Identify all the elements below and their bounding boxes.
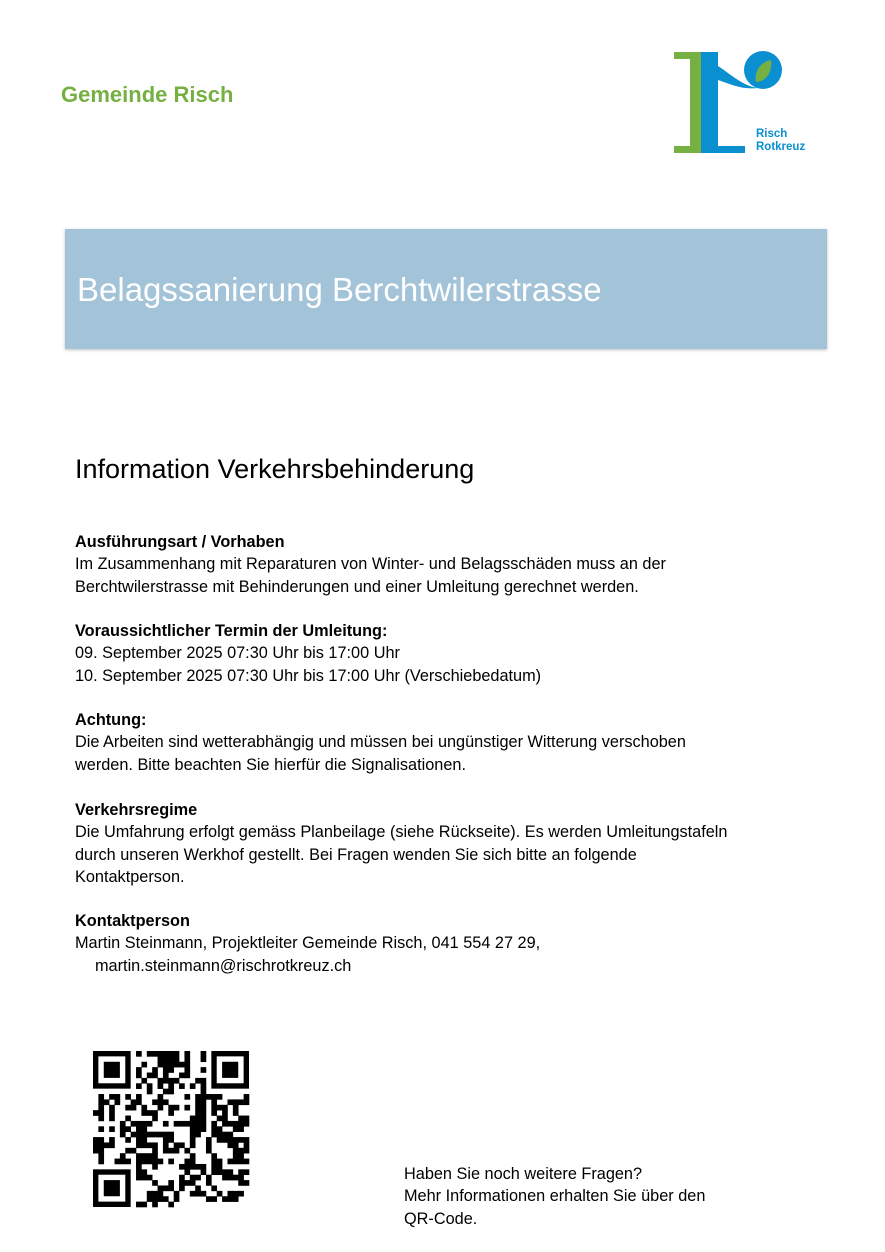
section-text: Die Arbeiten sind wetterabhängig und müssen bei ungünstiger Witterung verschoben: [75, 733, 686, 752]
logo-text-risch: Risch: [756, 128, 788, 140]
footer-text: QR-Code.: [404, 1209, 478, 1228]
section-heading: Achtung:: [75, 711, 147, 729]
title-banner: [65, 229, 827, 349]
risch-rotkreuz-logo: [672, 50, 822, 160]
section-text: Berchtwilerstrasse mit Behinderungen und einer Umleitung gerechnet werden.: [75, 577, 639, 596]
contact-details: Martin Steinmann, Projektleiter Gemeinde Risch, 041 554 27 29,: [75, 934, 541, 953]
section-traffic: [75, 799, 815, 889]
section-schedule: [75, 620, 815, 687]
section-heading: Kontaktperson: [75, 912, 190, 930]
footer-text: Mehr Informationen erhalten Sie über den: [404, 1187, 706, 1206]
schedule-date: 09. September 2025 07:30 Uhr bis 17:00 Uhr: [75, 644, 400, 663]
footer-text: Haben Sie noch weitere Fragen?: [404, 1165, 643, 1183]
section-contact: [75, 910, 815, 977]
section-execution: [75, 531, 815, 598]
logo-text-rotkreuz: Rotkreuz: [756, 141, 806, 153]
section-text: durch unseren Werkhof gestellt. Bei Fragen wenden Sie sich bitte an folgende: [75, 845, 637, 864]
main-title: Information Verkehrsbehinderung: [75, 454, 475, 484]
section-heading: Verkehrsregime: [75, 801, 198, 819]
section-text: werden. Bitte beachten Sie hierfür die Signalisationen.: [75, 755, 466, 774]
section-text: Im Zusammenhang mit Reparaturen von Winter- und Belagsschäden muss an der: [75, 555, 666, 574]
contact-email[interactable]: martin.steinmann@rischrotkreuz.ch: [95, 956, 352, 975]
section-text: Kontaktperson.: [75, 868, 185, 887]
banner-title: Belagssanierung Berchtwilerstrasse: [77, 271, 602, 308]
qr-code-icon: [88, 1046, 254, 1212]
section-heading: Ausführungsart / Vorhaben: [75, 533, 285, 551]
municipality-name: Gemeinde Risch: [61, 82, 234, 107]
footer-note: [404, 1163, 705, 1230]
section-heading: Voraussichtlicher Termin der Umleitung:: [75, 622, 388, 640]
section-attention: [75, 709, 815, 776]
qr-code[interactable]: [88, 1046, 254, 1212]
schedule-date: 10. September 2025 07:30 Uhr bis 17:00 Uhr (Verschiebedatum): [75, 666, 542, 685]
section-text: Die Umfahrung erfolgt gemäss Planbeilage (siehe Rückseite). Es werden Umleitungstafeln: [75, 823, 728, 842]
